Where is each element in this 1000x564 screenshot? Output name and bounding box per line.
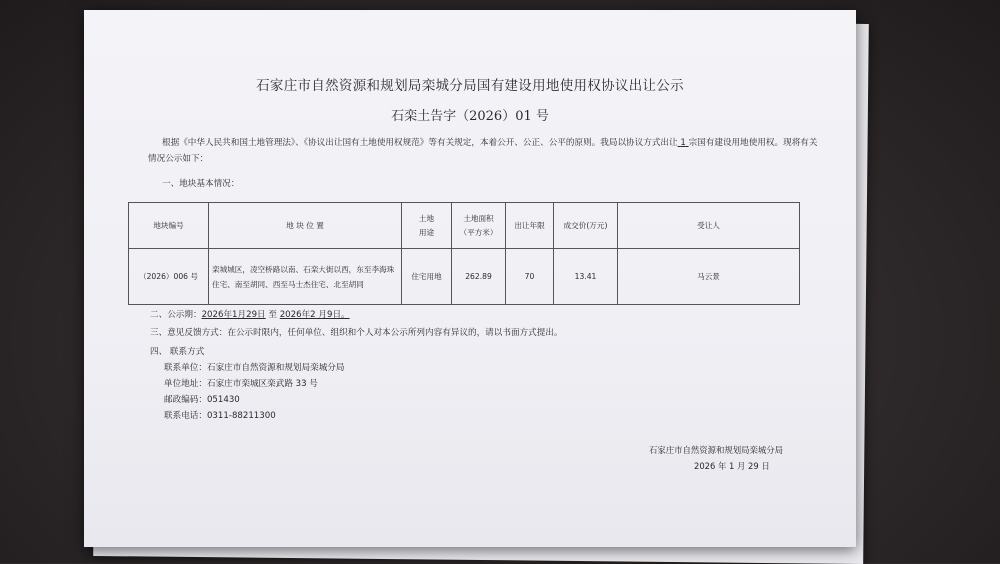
cell-price: 13.41 — [554, 249, 618, 305]
header-parcel-id: 地块编号 — [129, 203, 209, 249]
contact-unit: 联系单位：石家庄市自然资源和规划局栾城分局 — [164, 363, 345, 373]
section-3-feedback: 三、意见反馈方式：在公示时限内，任何单位、组织和个人对本公示所列内容有异议的，请以书面方式提出。 — [150, 328, 563, 338]
contact-phone: 联系电话：0311-88211300 — [164, 411, 276, 421]
cell-location: 栾城城区，凌空桥路以南、石栾大街以西，东至李海珠住宅、南至胡同、西至马士杰住宅、北至胡同 — [209, 249, 402, 305]
cell-area: 262.89 — [452, 249, 506, 305]
table-row — [129, 249, 800, 305]
period-start-date: 2026年1月29日 — [201, 310, 266, 320]
section-1-heading: 一、地块基本情况： — [162, 179, 240, 189]
header-land-use: 土地 用途 — [402, 203, 452, 249]
period-end-date: 2026年2 月9日。 — [279, 310, 350, 320]
document-title: 石家庄市自然资源和规划局栾城分局国有建设用地使用权协议出让公示 — [256, 78, 684, 94]
intro-paragraph — [148, 135, 818, 167]
cell-term: 70 — [506, 249, 554, 305]
land-parcel-table — [128, 202, 800, 305]
table-header-row — [129, 203, 800, 249]
header-assignee: 受让人 — [618, 203, 800, 249]
intro-text-2: 宗国有建设用地使用权。现将有关情况公示如下： — [148, 138, 818, 164]
footer-date: 2026 年 1 月 29 日 — [694, 461, 770, 471]
header-term: 出让年限 — [506, 203, 554, 249]
cell-parcel-id: （2026）006 号 — [129, 249, 209, 305]
header-location: 地 块 位 置 — [209, 203, 402, 249]
contact-postcode: 邮政编码：051430 — [164, 395, 240, 405]
header-price: 成交价(万元) — [554, 203, 618, 249]
document-number: 石栾土告字（2026）01 号 — [391, 109, 549, 124]
contact-address: 单位地址：石家庄市栾城区栾武路 33 号 — [164, 379, 318, 389]
cell-land-use: 住宅用地 — [402, 249, 452, 305]
parcel-count: 1 — [680, 138, 686, 148]
intro-text-1: 根据《中华人民共和国土地管理法》、《协议出让国有土地使用权规范》等有关规定，本着公开、公正、公平的原则。我局以协议方式出让 — [162, 138, 678, 148]
section-2-publicity-period: 二、公示期：2026年1月29日 至 2026年2 月9日。 — [150, 310, 350, 320]
notice-document — [84, 10, 856, 547]
cell-assignee: 马云景 — [618, 249, 800, 305]
header-area: 土地面积 （平方米） — [452, 203, 506, 249]
section-4-heading: 四、 联系方式 — [150, 347, 205, 357]
contact-info — [164, 360, 344, 424]
footer-organization: 石家庄市自然资源和规划局栾城分局 — [649, 445, 783, 455]
